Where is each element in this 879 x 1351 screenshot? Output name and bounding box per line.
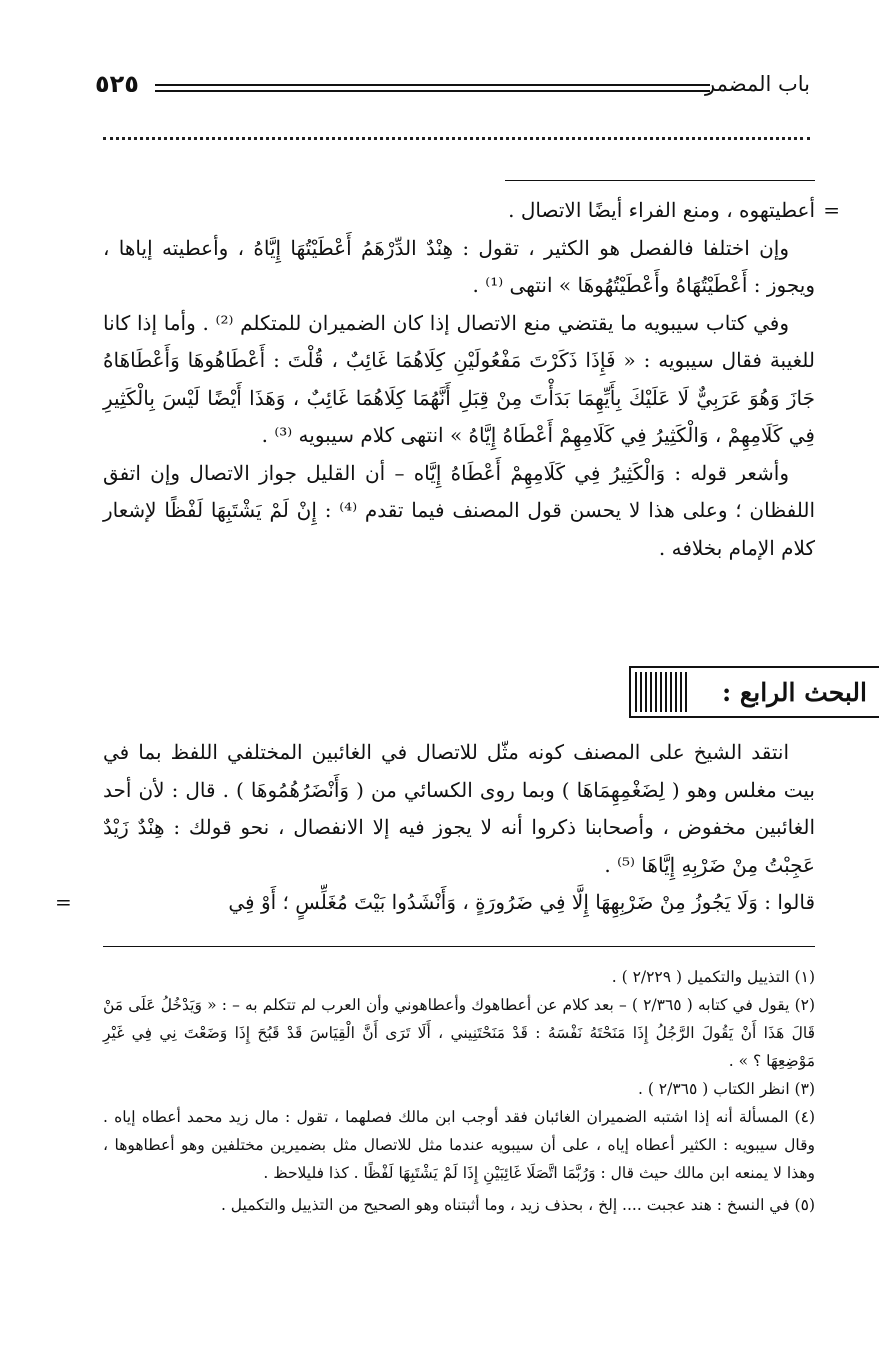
footnote-separator <box>103 946 815 947</box>
continuation-text: أعطيتهوه ، ومنع الفراء أيضًا الاتصال . <box>508 198 815 222</box>
last-line-text: قالوا : وَلَا يَجُوزُ مِنْ ضَرْبِهِهَا إِلَّا فِي ضَرُورَةٍ ، وَأَنْشَدُوا بَيْتَ مُغَلِّسٍ ؛ أَوْ فِي <box>228 890 815 914</box>
last-line <box>55 884 815 922</box>
page-header <box>95 70 810 106</box>
footnote: (٤) المسألة أنه إذا اشتبه الضميران الغائبان فقد أوجب ابن مالك فصلهما ، تقول : مال زيد محمد أعطاه إياه . وقال سيبويه : الكثير أعطاه إياه ، على أن سيبويه عندما مثل للاتصال مثل بضميرين مختلفين وهو أعطاهوها ، وهذا لا يمنعه ابن مالك حيث قال : وَرُبَّمَا اتَّصَلَا غَائِبَيْنِ إِذَا لَمْ يَشْتَبِهَا لَفْظًا . كذا فليلاحظ . <box>103 1108 815 1182</box>
continuation-rule <box>505 180 815 181</box>
footnote: (٣) انظر الكتاب ( ٢/٣٦٥ ) . <box>637 1080 815 1098</box>
footnote: (٢) يقول في كتابه ( ٢/٣٦٥ ) – بعد كلام عن أعطاهوك وأعطاهوني وأن العرب لم تتكلم به – : « وَيَدْخُلُ عَلَى مَنْ قَالَ هَذَا أَنْ يَقُولَ الرَّجُلُ إِذَا مَنَحْتَهُ نَفْسَهُ : قَدْ مَنَحْتَنِيني ، أَلَا تَرَى أَنَّ الْقِيَاسَ قَدْ قَبُحَ إِذَا وَضَعْتَ نِي فِي غَيْرِ مَوْضِعِهَا ؟ » . <box>103 996 816 1070</box>
continuation-mark: = <box>823 198 840 222</box>
section-heading-box <box>629 666 879 718</box>
paragraph: وأشعر قوله : وَالْكَثِيرُ فِي كَلَامِهِمْ أَعْطَاهُ إِيَّاه – أن القليل جواز الاتصال وإن اتفق اللفظان ؛ وعلى هذا لا يحسن قول المصنف فيما تقدم ⁽⁴⁾ : إِنْ لَمْ يَشْتَبِهَا لَفْظًا لإشعار كلام الإمام بخلافه . <box>103 460 816 560</box>
carryover-mark: = <box>55 890 72 914</box>
dotted-separator <box>103 137 810 140</box>
header-double-rule <box>155 84 710 92</box>
section-heading: البحث الرابع : <box>722 677 867 707</box>
running-title: باب المضمر <box>705 72 810 96</box>
paragraph: وإن اختلفا فالفصل هو الكثير ، تقول : هِنْدٌ الدِّرْهَمُ أَعْطَيْتُهَا إِيَّاهُ ، وأعطيته إياها ، ويجوز : أَعْطَيْتُهَاهُ وأَعْطَيْتُهُوهَا » انتهى ⁽¹⁾ . <box>103 235 815 297</box>
footnote: (٥) في النسخ : هند عجبت .... إلخ ، بحذف زيد ، وما أثبتناه وهو الصحيح من التذييل والتكميل . <box>220 1196 815 1214</box>
paragraph: وفي كتاب سيبويه ما يقتضي منع الاتصال إذا كان الضميران للمتكلم ⁽²⁾ . وأما إذا كانا للغيبة فقال سيبويه : « فَإِذَا ذَكَرْتَ مَفْعُولَيْنِ كِلَاهُمَا غَائِبٌ ، قُلْتَ : أَعْطَاهُوهَا وَأَعْطَاهَاهُ جَازَ وَهُوَ عَرَبِيٌّ لَا عَلَيْكَ بِأَيِّهِمَا بَدَأْتَ مِنْ قِبَلِ أَنَّهُمَا كِلَاهُمَا غَائِبٌ ، وَهَذَا أَيْضًا لَيْسَ بِالْكَثِيرِ فِي كَلَامِهِمْ ، وَالْكَثِيرُ فِي كَلَامِهِمْ أَعْطَاهُ إِيَّاهُ » انتهى كلام سيبويه ⁽³⁾ . <box>103 310 815 447</box>
main-text-top <box>103 192 840 567</box>
footnotes <box>103 963 815 1219</box>
main-text-bottom <box>55 734 815 922</box>
paragraph: انتقد الشيخ على المصنف كونه مثّل للاتصال في الغائبين المختلفي اللفظ بما في بيت مغلس وهو ( لِضَغْمِهِمَاهَا ) وبما روى الكسائي من ( وَأَنْضَرُهُمُوهَا ) . قال : لأن أحد الغائبين مخفوض ، وأصحابنا ذكروا أنه لا يجوز فيه إلا الانفصال ، نحو قولك : هِنْدٌ زَيْدٌ عَجِبْتُ مِنْ ضَرْبِهِ إِيَّاهَا ⁽⁵⁾ . <box>103 740 815 877</box>
heading-ornament-bars <box>635 672 689 712</box>
continuation-line <box>103 192 840 230</box>
footnote: (١) التذييل والتكميل ( ٢/٢٢٩ ) . <box>611 968 815 986</box>
page-number: ٥٢٥ <box>95 70 139 98</box>
